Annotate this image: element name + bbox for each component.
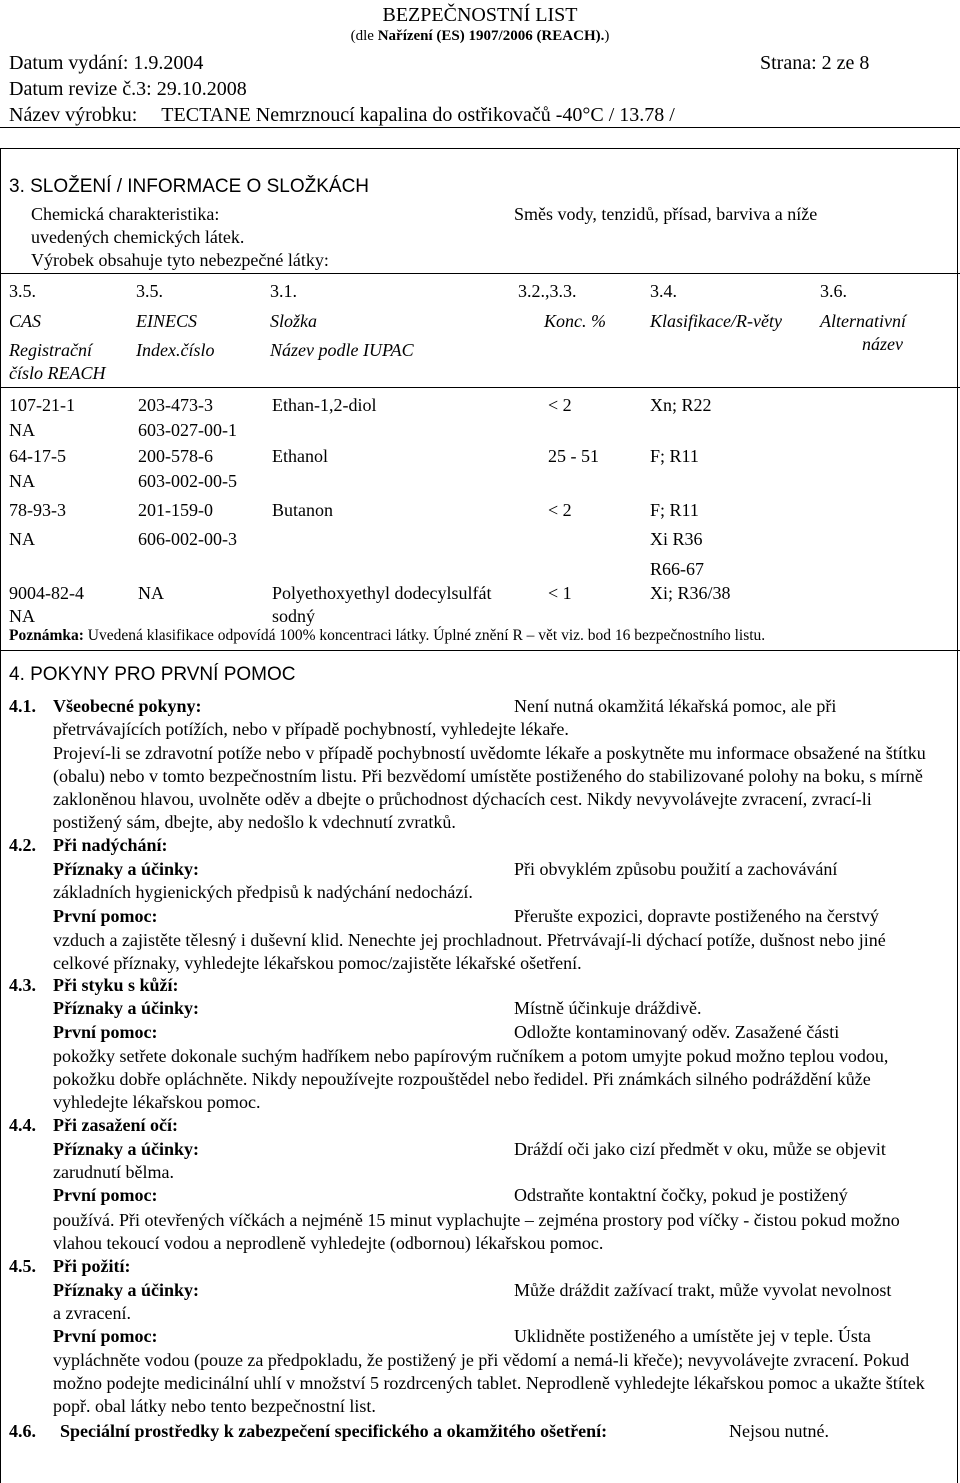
col-ref-conc: 3.2.,3.3. — [518, 281, 577, 301]
s43-firstaid-value: Odložte kontaminovaný oděv. Zasažené části — [514, 1022, 840, 1042]
product-label: Název výrobku: — [9, 104, 138, 126]
row2-reg: NA — [9, 471, 35, 491]
row2-index: 603-002-00-5 — [138, 471, 237, 491]
s42-symptoms-value: Při obvyklém způsobu použití a zachovávání — [514, 859, 838, 879]
regulation-name: Nařízení (ES) 1907/2006 (REACH). — [377, 28, 605, 44]
regulation-prefix: (dle — [350, 28, 378, 44]
row3-conc: < 2 — [548, 500, 572, 520]
s45-title: Při požití: — [53, 1256, 131, 1276]
s42-firstaid-value: Přerušte expozici, dopravte postiženého na čerstvý — [514, 906, 879, 926]
row3-classif-1: F; R11 — [650, 500, 699, 520]
product-name: TECTANE Nemrznoucí kapalina do ostřikovačů -40°C / 13.78 / — [161, 104, 675, 126]
s44-symptoms-cont: zarudnutí bělma. — [53, 1162, 174, 1182]
section4-title: 4. POKYNY PRO PRVNÍ POMOC — [9, 664, 296, 685]
s44-number: 4.4. — [9, 1115, 36, 1135]
chem-char-label: Chemická charakteristika: — [31, 204, 220, 224]
row4-classif: Xi; R36/38 — [650, 583, 731, 603]
s43-firstaid-label: První pomoc: — [53, 1022, 158, 1042]
header-cas: CAS — [9, 311, 42, 331]
s41-value-cont: přetrvávajících potížích, nebo v případě pochybností, vyhledejte lékaře. — [53, 719, 569, 739]
regulation-reference — [0, 27, 960, 45]
s43-symptoms-label: Příznaky a účinky: — [53, 998, 200, 1018]
col-ref-classif: 3.4. — [650, 281, 677, 301]
s42-title: Při nadýchání: — [53, 835, 168, 855]
row4-conc: < 1 — [548, 583, 572, 603]
row1-cas: 107-21-1 — [9, 395, 75, 415]
row3-name: Butanon — [272, 500, 333, 520]
section3-bottom-divider — [0, 650, 960, 651]
issue-date: Datum vydání: 1.9.2004 — [9, 52, 204, 74]
row4-cas: 9004-82-4 — [9, 583, 84, 603]
row2-conc: 25 - 51 — [548, 446, 599, 466]
note-label: Poznámka: — [9, 627, 84, 644]
chem-char-value: Směs vody, tenzidů, přísad, barviva a níže — [514, 204, 818, 224]
row2-cas: 64-17-5 — [9, 446, 66, 466]
s42-firstaid-label: První pomoc: — [53, 906, 158, 926]
s45-number: 4.5. — [9, 1256, 36, 1276]
s41-number: 4.1. — [9, 696, 36, 716]
frame-right — [957, 149, 958, 1483]
s45-symptoms-label: Příznaky a účinky: — [53, 1280, 200, 1300]
row1-einecs: 203-473-3 — [138, 395, 213, 415]
s45-firstaid-cont: vypláchněte vodou (pouze za předpokladu, že postižený je při vědomí a nemá-li křeče); nevyvolávejte zvracení. Pokud možno podejte medicinální uhlí v množství 5 rozdrcených tablet. Neprodleně vyhledejte lékařskou pomoc a ukažte štítek popř. obal látky nebo tento bezpečnostní list. — [53, 1350, 925, 1416]
header-conc: Konc. % — [544, 311, 606, 331]
row3-classif-2: Xi R36 — [650, 529, 703, 549]
s44-symptoms-label: Příznaky a účinky: — [53, 1139, 200, 1159]
s45-firstaid-label: První pomoc: — [53, 1326, 158, 1346]
table-header-divider — [0, 387, 960, 388]
product-name-row — [9, 104, 675, 127]
s44-firstaid-value: Odstraňte kontaktní čočky, pokud je postižený — [514, 1185, 848, 1205]
s43-number: 4.3. — [9, 975, 36, 995]
s43-title: Při styku s kůží: — [53, 975, 179, 995]
contains-label: Výrobek obsahuje tyto nebezpečné látky: — [31, 250, 329, 270]
s41-value: Není nutná okamžitá lékařská pomoc, ale při — [514, 696, 837, 716]
row2-einecs: 200-578-6 — [138, 446, 213, 466]
header-classif: Klasifikace/R-věty — [650, 311, 782, 331]
regulation-suffix: ) — [604, 28, 610, 44]
header-iupac: Název podle IUPAC — [270, 340, 414, 360]
row3-cas: 78-93-3 — [9, 500, 66, 520]
s46-number: 4.6. — [9, 1421, 36, 1441]
s45-symptoms-value: Může dráždit zažívací trakt, může vyvolat nevolnost — [514, 1280, 892, 1300]
header-reg: Registrační — [9, 340, 92, 360]
col-ref-component: 3.1. — [270, 281, 297, 301]
row1-reg: NA — [9, 420, 35, 440]
row4-name-cont: sodný — [272, 606, 316, 626]
frame-top — [0, 148, 960, 149]
col-ref-cas: 3.5. — [9, 281, 36, 301]
row4-reg: NA — [9, 606, 35, 626]
s44-symptoms-value: Dráždí oči jako cizí předmět v oku, může se objevit — [514, 1139, 886, 1159]
s42-symptoms-cont: základních hygienických předpisů k nadýchání nedochází. — [53, 882, 473, 902]
chem-char-cont: uvedených chemických látek. — [31, 227, 245, 247]
table-note — [9, 627, 765, 645]
row2-classif: F; R11 — [650, 446, 699, 466]
row4-einecs: NA — [138, 583, 164, 603]
s42-symptoms-label: Příznaky a účinky: — [53, 859, 200, 879]
row4-name: Polyethoxyethyl dodecylsulfát — [272, 583, 492, 603]
header-component: Složka — [270, 311, 317, 331]
s42-number: 4.2. — [9, 835, 36, 855]
row3-reg: NA — [9, 529, 35, 549]
header-alt2: název — [862, 334, 903, 354]
header-index: Index.číslo — [136, 340, 215, 360]
row1-name: Ethan-1,2-diol — [272, 395, 377, 415]
revision-date: Datum revize č.3: 29.10.2008 — [9, 78, 247, 100]
page-number: Strana: 2 ze 8 — [760, 52, 870, 74]
row1-index: 603-027-00-1 — [138, 420, 237, 440]
row3-einecs: 201-159-0 — [138, 500, 213, 520]
row1-conc: < 2 — [548, 395, 572, 415]
s41-paragraph: Projeví-li se zdravotní potíže nebo v případě pochybností uvědomte lékaře a poskytněte mu informace obsažené na štítku (obalu) nebo v tomto bezpečnostním listu. Při bezvědomí umístěte postiženého do stabilizované polohy na boku, s mírně zakloněnou hlavou, uvolněte oděv a dbejte o průchodnost dýchacích cest. Nikdy nevyvolávejte zvracení, zvrací-li postižený sám, dbejte, aby nedošlo k vdechnutí zvratků. — [53, 743, 926, 832]
s45-symptoms-cont: a zvracení. — [53, 1303, 131, 1323]
table-top-divider — [0, 273, 960, 274]
s46-value: Nejsou nutné. — [729, 1421, 829, 1441]
row3-classif-3: R66-67 — [650, 559, 704, 579]
row1-classif: Xn; R22 — [650, 395, 712, 415]
header-alt: Alternativní — [820, 311, 906, 331]
s44-firstaid-label: První pomoc: — [53, 1185, 158, 1205]
col-ref-einecs: 3.5. — [136, 281, 163, 301]
row2-name: Ethanol — [272, 446, 328, 466]
col-ref-alt: 3.6. — [820, 281, 847, 301]
s44-title: Při zasažení očí: — [53, 1115, 178, 1135]
s43-firstaid-cont: pokožky setřete dokonale suchým hadříkem nebo papírovým ručníkem a potom umyjte pokud možno teplou vodou, pokožku dobře opláchněte. Nikdy nepoužívejte rozpouštědel nebo ředidel. Při známkách silného podráždění kůže vyhledejte lékařskou pomoc. — [53, 1046, 889, 1112]
document-title: BEZPEČNOSTNÍ LIST — [382, 4, 578, 26]
section3-title: 3. SLOŽENÍ / INFORMACE O SLOŽKÁCH — [9, 176, 370, 197]
frame-left — [0, 149, 1, 1483]
s45-firstaid-value: Uklidněte postiženého a umístěte jej v teple. Ústa — [514, 1326, 871, 1346]
header-divider — [0, 127, 960, 128]
s41-label: Všeobecné pokyny: — [53, 696, 202, 716]
row3-index: 606-002-00-3 — [138, 529, 237, 549]
header-einecs: EINECS — [136, 311, 197, 331]
header-reg2: číslo REACH — [9, 363, 106, 383]
s42-firstaid-cont: vzduch a zajistěte tělesný i duševní klid. Nenechte jej prochladnout. Přetrvávají-li dýchací potíže, dušnost nebo jiné celkové příznaky, vyhledejte lékařskou pomoc/zajistěte lékařské ošetření. — [53, 930, 886, 973]
s44-firstaid-cont: používá. Při otevřených víčkách a nejméně 15 minut vyplachujte – zejména prostory pod víčky - čistou pokud možno vlahou tekoucí vodou a neprodleně vyhledejte (odbornou) lékařskou pomoc. — [53, 1210, 900, 1253]
note-text: Uvedená klasifikace odpovídá 100% koncentraci látky. Úplné znění R – vět viz. bod 16 bezpečnostního listu. — [83, 627, 766, 644]
s46-label: Speciální prostředky k zabezpečení specifického a okamžitého ošetření: — [60, 1421, 608, 1441]
s43-symptoms-value: Místně účinkuje dráždivě. — [514, 998, 702, 1018]
